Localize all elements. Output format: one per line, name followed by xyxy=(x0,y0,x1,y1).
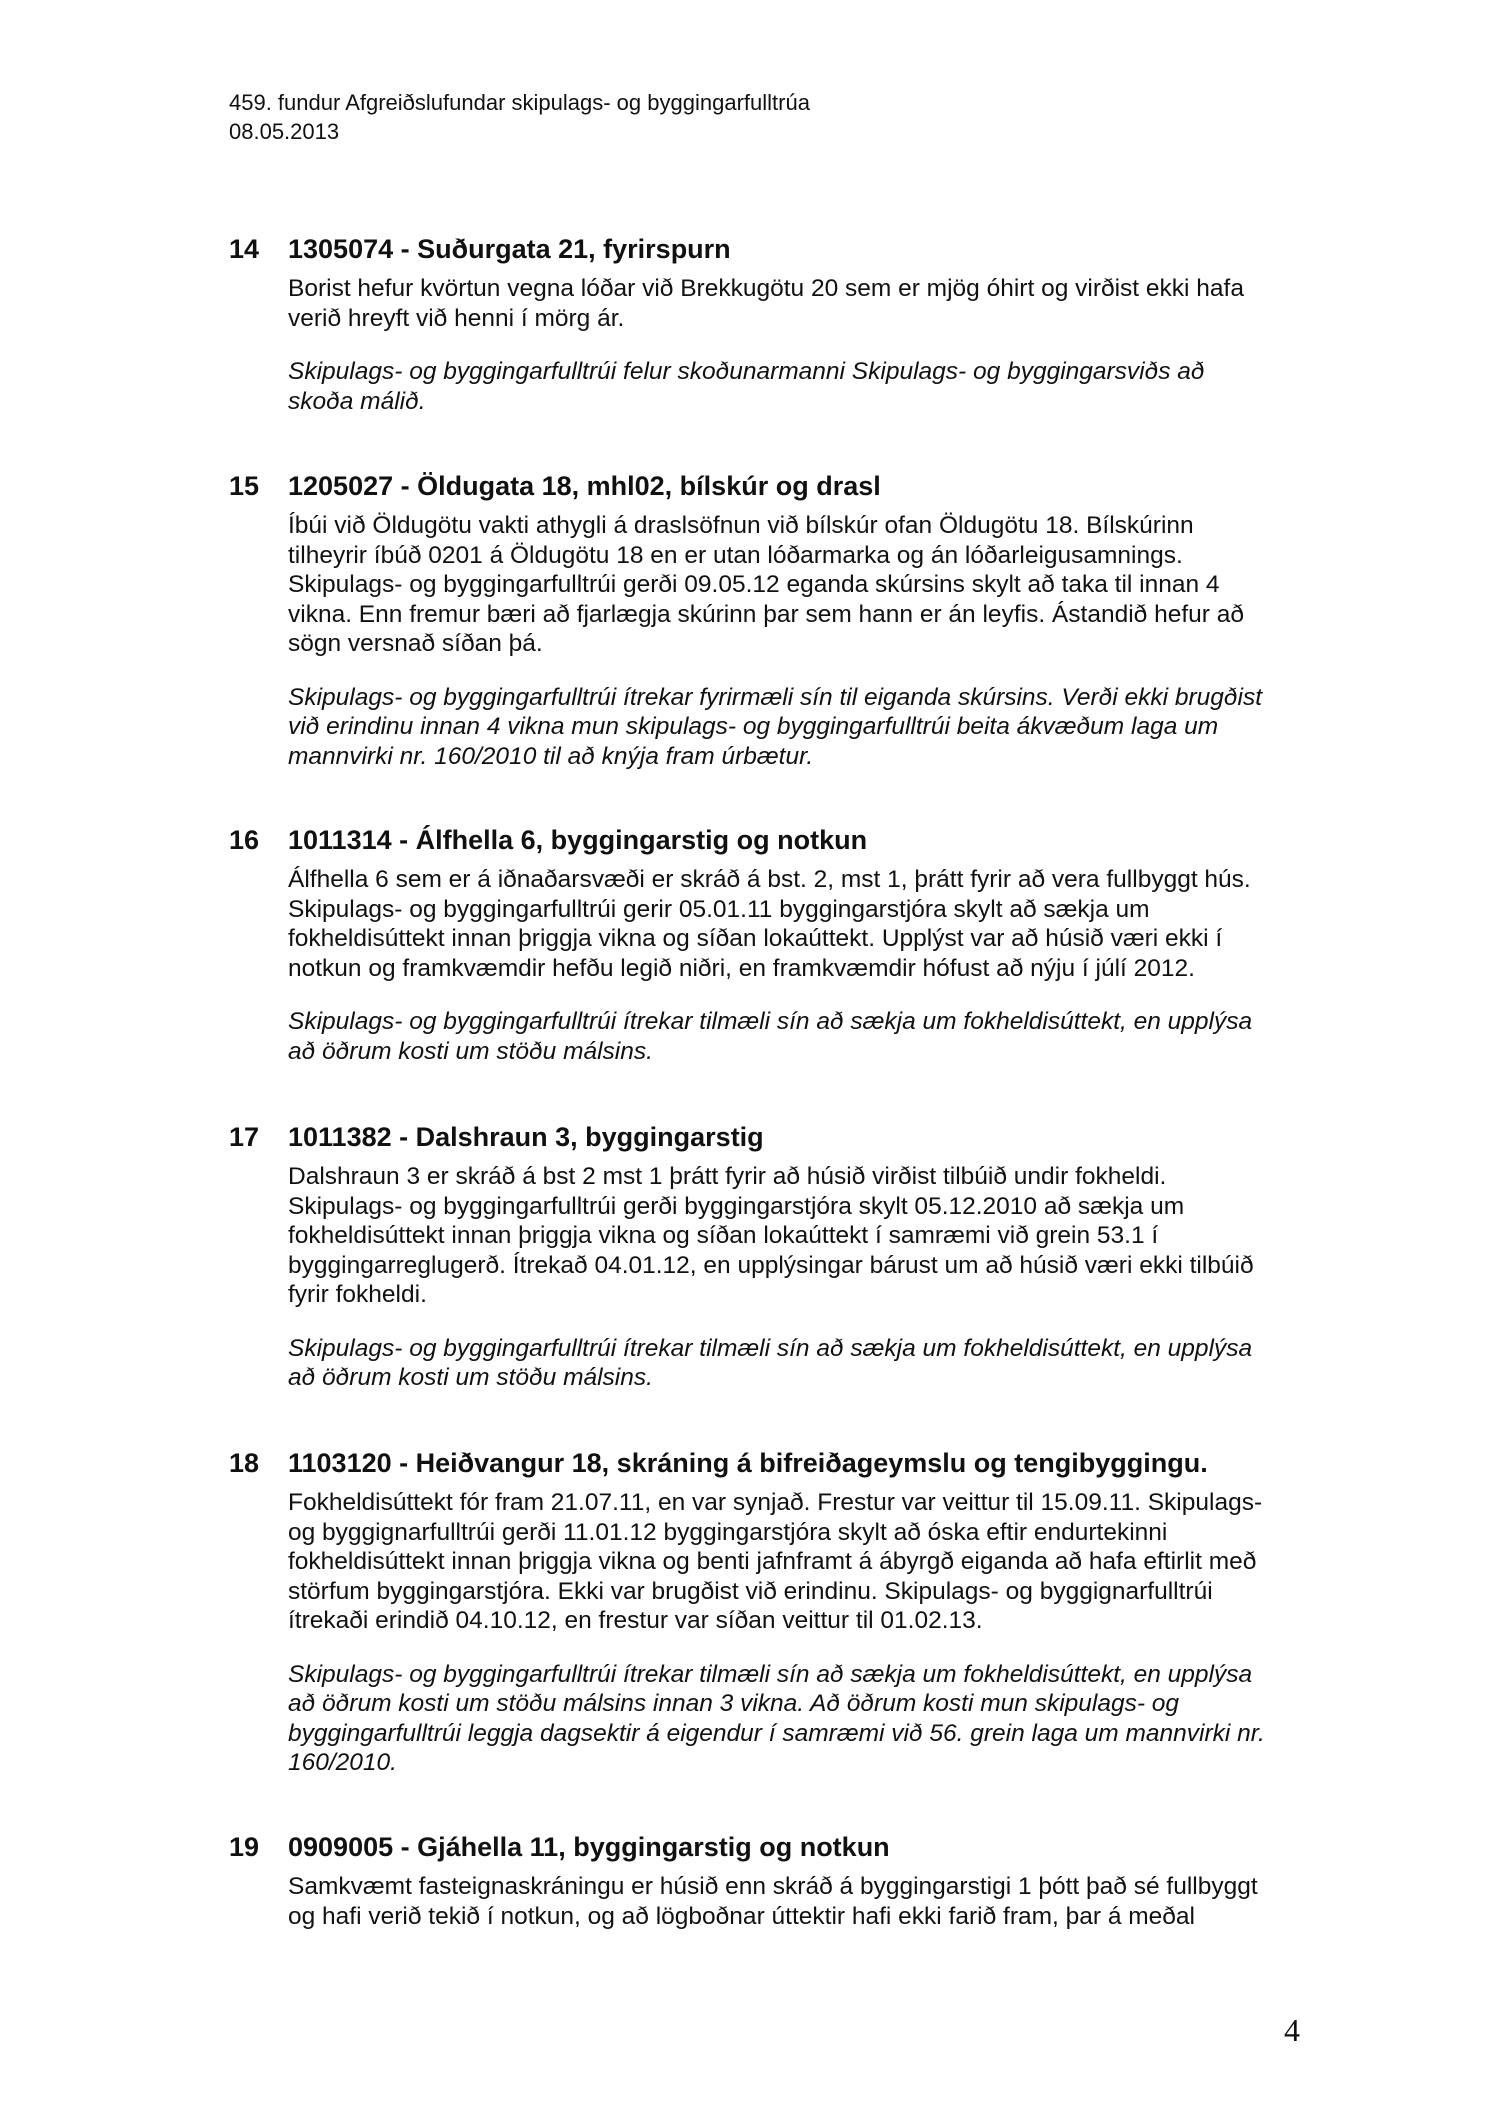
description-line: byggingarreglugerð. Ítrekað 04.01.12, en upplýsingar bárust um að húsið væri ekki tilbúið xyxy=(288,1251,1254,1279)
description-line: fokheldisúttekt innan þriggja vikna og benti jafnframt á ábyrgð eiganda að hafa eftirlit með xyxy=(288,1548,1257,1575)
description-line: Samkvæmt fasteignaskráningu er húsið enn skráð á byggingarstigi 1 þótt það sé fullbyggt xyxy=(288,1873,1258,1900)
resolution-line: Skipulags- og byggingarfulltrúi ítrekar tilmæli sín að sækja um fokheldisúttekt, en upplýsa xyxy=(288,1660,1253,1688)
description-line: tilheyrir íbúð 0201 á Öldugötu 18 en er utan lóðarmarka og án lóðarleigusamnings. xyxy=(288,541,1183,569)
item-description xyxy=(288,1162,1309,1310)
item-title: 0909005 - Gjáhella 11, byggingarstig og notkun xyxy=(288,1832,890,1862)
item-heading xyxy=(229,1446,1309,1480)
item-description xyxy=(288,865,1309,983)
item-resolution xyxy=(288,357,1309,416)
description-line: Skipulags- og byggingarfulltrúi gerði 09.05.12 eganda skúrsins skylt að taka til innan 4 xyxy=(288,571,1220,598)
agenda-item xyxy=(229,1830,1309,1931)
page-number: 4 xyxy=(1284,2012,1300,2048)
description-line: Skipulags- og byggingarfulltrúi gerir 05.01.11 byggingarstjóra skylt að sækja um xyxy=(288,895,1150,923)
item-description xyxy=(288,511,1309,659)
item-body xyxy=(288,1872,1309,1931)
resolution-line: mannvirki nr. 160/2010 til að knýja fram úrbætur. xyxy=(288,742,814,770)
item-heading xyxy=(229,1830,1309,1864)
description-line: Borist hefur kvörtun vegna lóðar við Brekkugötu 20 sem er mjög óhirt og virðist ekki hafa xyxy=(288,275,1244,302)
description-line: sögn versnað síðan þá. xyxy=(288,630,543,657)
description-line: Íbúi við Öldugötu vakti athygli á draslsöfnun við bílskúr ofan Öldugötu 18. Bílskúrinn xyxy=(288,512,1194,539)
item-body xyxy=(288,1162,1309,1393)
item-resolution xyxy=(288,1007,1309,1066)
resolution-line: Skipulags- og byggingarfulltrúi ítrekar tilmæli sín að sækja um fokheldisúttekt, en upplýsa xyxy=(288,1334,1253,1362)
agenda-item xyxy=(229,1446,1309,1778)
resolution-line: að öðrum kosti um stöðu málsins. xyxy=(288,1037,653,1065)
description-line: Dalshraun 3 er skráð á bst 2 mst 1 þrátt fyrir að húsið virðist tilbúið undir fokheldi. xyxy=(288,1163,1167,1190)
description-line: Fokheldisúttekt fór fram 21.07.11, en var synjað. Frestur var veittur til 15.09.11. Skipulags- xyxy=(288,1489,1263,1516)
item-resolution xyxy=(288,1334,1309,1393)
item-title: 1103120 - Heiðvangur 18, skráning á bifreiðageymslu og tengibyggingu. xyxy=(288,1448,1208,1478)
description-line: og byggignarfulltrúi gerði 11.01.12 byggingarstjóra skylt að óska eftir endurtekinni xyxy=(288,1518,1168,1546)
item-number: 19 xyxy=(229,1832,260,1862)
description-line: og hafi verið tekið í notkun, og að lögboðnar úttektir hafi ekki farið fram, þar á meðal xyxy=(288,1902,1196,1930)
agenda-item xyxy=(229,232,1309,416)
page-header xyxy=(229,88,810,146)
item-number: 16 xyxy=(229,825,260,855)
item-number: 14 xyxy=(229,234,260,264)
item-title: 1011314 - Álfhella 6, byggingarstig og notkun xyxy=(288,825,868,855)
agenda-item xyxy=(229,823,1309,1066)
description-line: fokheldisúttekt innan þriggja vikna og síðan lokaúttekt. Upplýst var að húsið væri ekki í xyxy=(288,925,1223,952)
resolution-line: byggingarfulltrúi leggja dagsektir á eigendur í samræmi við 56. grein laga um mannvirki nr. xyxy=(288,1719,1265,1747)
description-line: fyrir fokheldi. xyxy=(288,1281,427,1308)
item-heading xyxy=(229,1120,1309,1154)
description-line: ítrekaði erindið 04.10.12, en frestur var síðan veittur til 01.02.13. xyxy=(288,1607,983,1634)
meeting-title: 459. fundur Afgreiðslufundar skipulags- og byggingarfulltrúa xyxy=(229,90,810,115)
item-body xyxy=(288,274,1309,416)
resolution-line: Skipulags- og byggingarfulltrúi ítrekar tilmæli sín að sækja um fokheldisúttekt, en upplýsa xyxy=(288,1008,1253,1035)
resolution-line: skoða málið. xyxy=(288,387,426,415)
description-line: störfum byggingarstjóra. Ekki var brugðist við erindinu. Skipulags- og byggignarfulltrúi xyxy=(288,1577,1213,1605)
description-line: fokheldisúttekt innan þriggja vikna og síðan lokaúttekt í samræmi við grein 53.1 í xyxy=(288,1222,1159,1249)
resolution-line: að öðrum kosti um stöðu málsins innan 3 vikna. Að öðrum kosti mun skipulags- og xyxy=(288,1690,1180,1717)
resolution-line: 160/2010. xyxy=(288,1749,397,1776)
description-line: notkun og framkvæmdir hefðu legið niðri, en framkvæmdir hófust að nýju í júlí 2012. xyxy=(288,954,1195,982)
agenda-item xyxy=(229,1120,1309,1393)
item-description xyxy=(288,1872,1309,1931)
item-heading xyxy=(229,823,1309,857)
item-heading xyxy=(229,469,1309,503)
meeting-date: 08.05.2013 xyxy=(229,119,340,144)
item-resolution xyxy=(288,1660,1309,1778)
item-description xyxy=(288,274,1309,333)
agenda-item xyxy=(229,469,1309,771)
item-number: 18 xyxy=(229,1448,260,1478)
resolution-line: Skipulags- og byggingarfulltrúi ítrekar fyrirmæli sín til eiganda skúrsins. Verði ekki brugðist xyxy=(288,683,1263,711)
description-line: verið hreyft við henni í mörg ár. xyxy=(288,304,625,332)
item-resolution xyxy=(288,683,1309,772)
item-body xyxy=(288,865,1309,1066)
resolution-line: Skipulags- og byggingarfulltrúi felur skoðunarmanni Skipulags- og byggingarsviðs að xyxy=(288,358,1205,385)
item-heading xyxy=(229,232,1309,266)
resolution-line: að öðrum kosti um stöðu málsins. xyxy=(288,1364,653,1391)
item-description xyxy=(288,1488,1309,1636)
item-title: 1011382 - Dalshraun 3, byggingarstig xyxy=(288,1122,764,1152)
description-line: Álfhella 6 sem er á iðnaðarsvæði er skráð á bst. 2, mst 1, þrátt fyrir að vera fullbyggt hús. xyxy=(288,866,1251,893)
item-number: 17 xyxy=(229,1122,260,1152)
description-line: Skipulags- og byggingarfulltrúi gerði byggingarstjóra skylt 05.12.2010 að sækja um xyxy=(288,1192,1185,1220)
item-body xyxy=(288,1488,1309,1778)
item-body xyxy=(288,511,1309,771)
item-title: 1205027 - Öldugata 18, mhl02, bílskúr og drasl xyxy=(288,471,881,501)
description-line: vikna. Enn fremur bæri að fjarlægja skúrinn þar sem hann er án leyfis. Ástandið hefur að xyxy=(288,600,1244,628)
item-number: 15 xyxy=(229,471,260,501)
item-title: 1305074 - Suðurgata 21, fyrirspurn xyxy=(288,234,731,264)
resolution-line: við erindinu innan 4 vikna mun skipulags- og byggingarfulltrúi beita ákvæðum laga um xyxy=(288,713,1219,740)
